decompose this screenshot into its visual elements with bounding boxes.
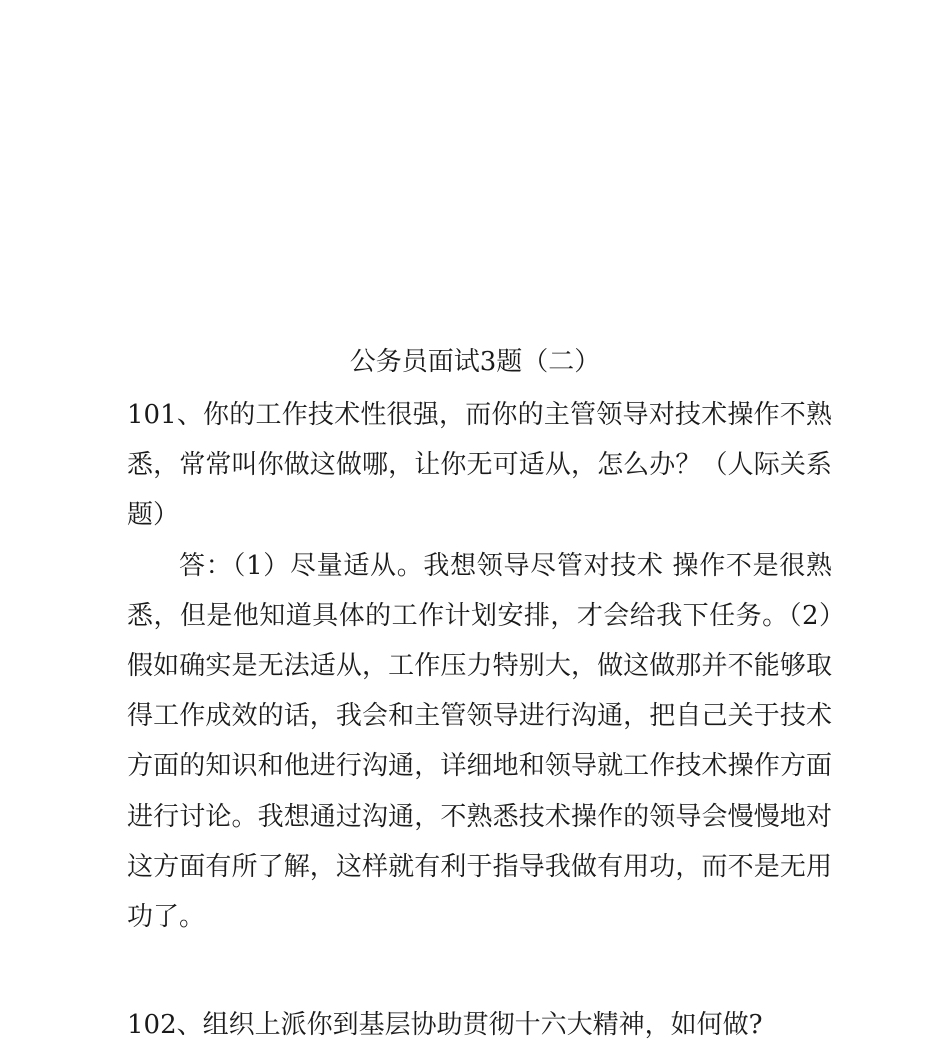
question-102: 102、组织上派你到基层协助贯彻十六大精神，如何做? [127, 1010, 763, 1040]
document-title: 公务员面试3题（二） [349, 347, 601, 377]
question-101: 101、你的工作技术性很强，而你的主管领导对技术操作不熟悉，常常叫你做这做哪，让你无可适从，怎么办？（人际关系题） [127, 400, 832, 531]
document-body [127, 390, 832, 942]
answer-101: 答：（1）尽量适从。我想领导尽管对技术 操作不是很熟悉，但是他知道具体的工作计划安排，才会给我下任务。（2）假如确实是无法适从，工作压力特别大，做这做那并不能够取得工作成效的话，我会和主管领导进行沟通，把自己关于技术方面的知识和他进行沟通，详细地和领导就工作技术操作方面进行讨论。我想通过沟通，不熟悉技术操作的领导会慢慢地对这方面有所了解，这样就有利于指导我做有用功，而不是无用功了。 [127, 550, 832, 933]
